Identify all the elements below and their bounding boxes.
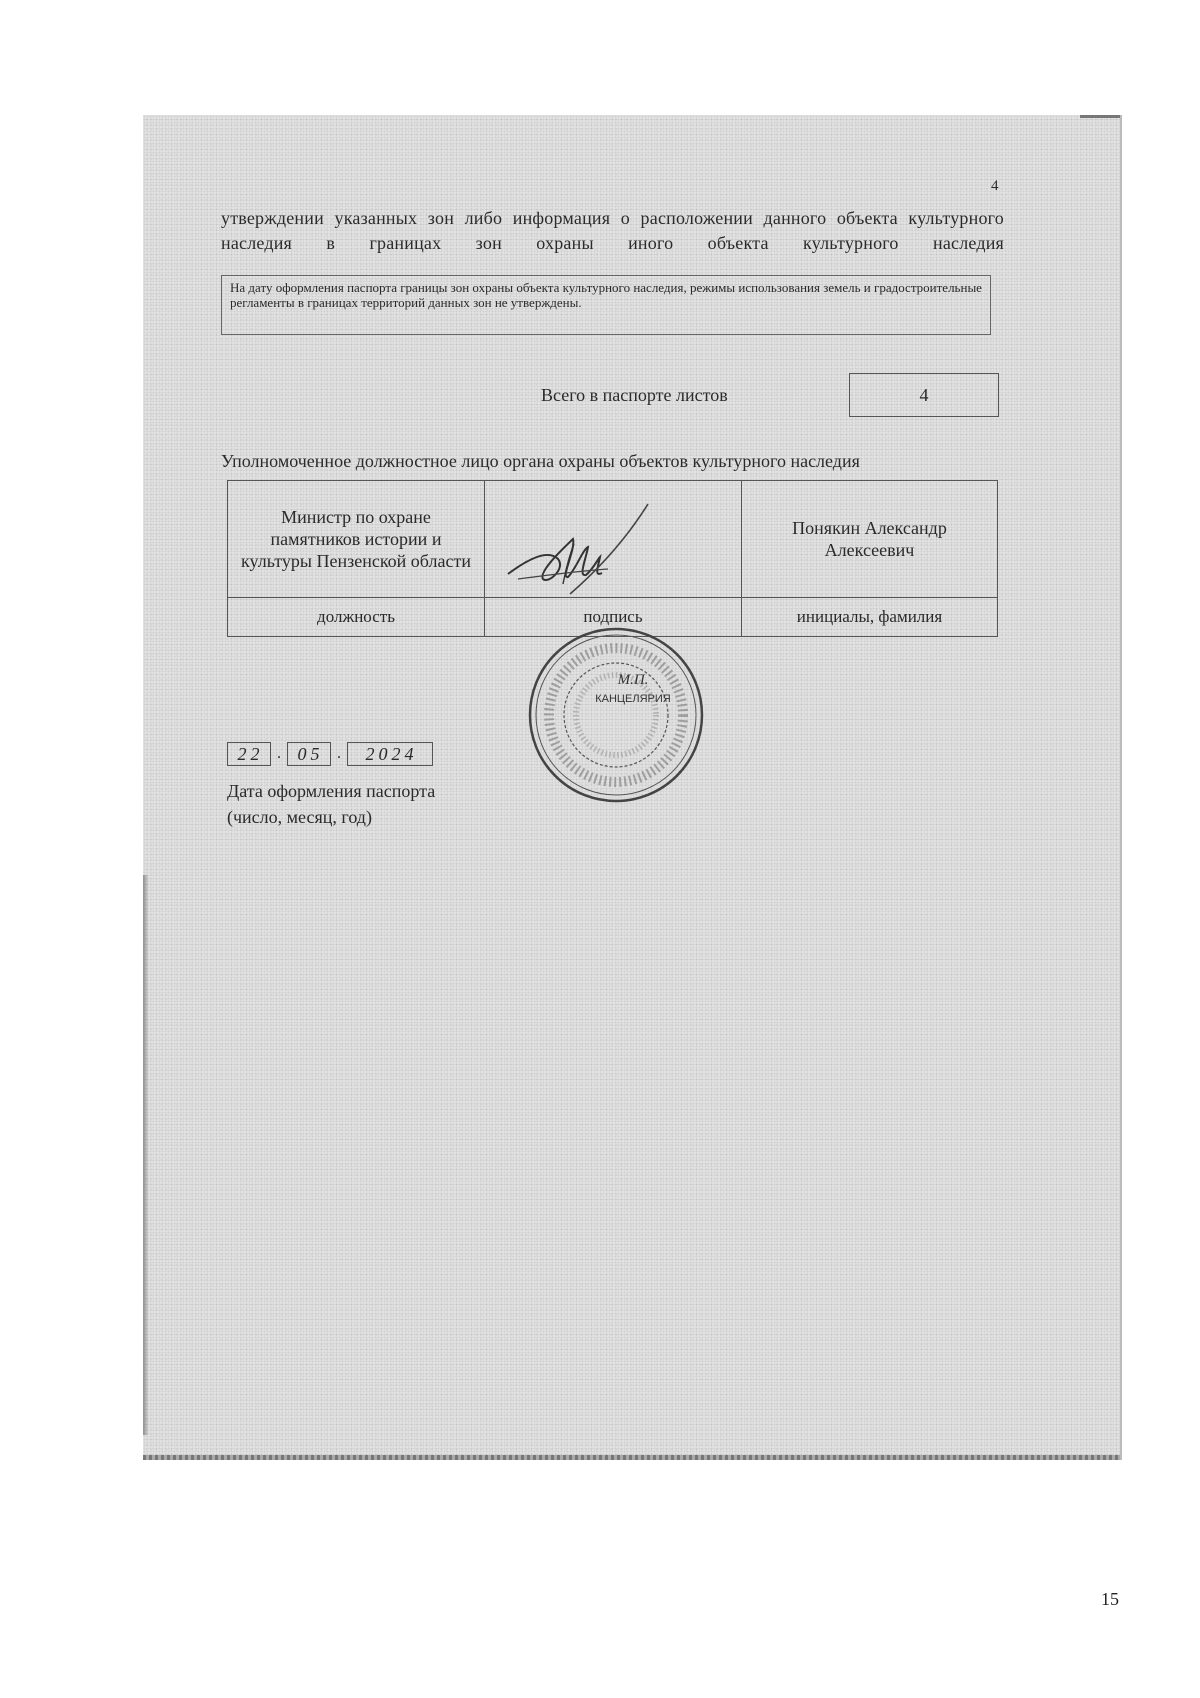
col-name-label: инициалы, фамилия [742,598,998,637]
official-caption: Уполномоченное должностное лицо органа охраны объектов культурного наследия [221,451,860,471]
scan-shadow [143,875,149,1435]
seal-office-text: КАНЦЕЛЯРИЯ [595,693,671,705]
scan-edge-top [1080,115,1120,118]
inner-page-number: 4 [991,178,999,194]
official-name: Понякин Александр Алексеевич [742,481,998,598]
page-number: 15 [1101,1589,1119,1609]
col-signature-label: подпись [485,598,742,637]
intro-text: утверждении указанных зон либо информация о расположении данного объекта культурного наследия в границах зон охраны иного объекта культурного наследия [221,208,1004,253]
note-box: На дату оформления паспорта границы зон охраны объекта культурного наследия, режимы использования земель и градостроительные регламенты в границах территорий данных зон не утверждены. [221,275,991,335]
total-sheets-value: 4 [849,373,999,417]
date-caption-line1: Дата оформления паспорта [227,781,436,801]
date-row [227,742,433,766]
date-separator: . [337,745,341,762]
scanned-page [143,115,1122,1460]
seal-mp-text: М.П. [617,672,649,688]
date-caption-line2: (число, месяц, год) [227,807,372,827]
date-year: 2024 [347,742,433,766]
official-position: Министр по охране памятников истории и культуры Пензенской области [228,481,485,598]
date-separator: . [277,745,281,762]
handwritten-signature [498,499,658,609]
date-caption [227,778,435,830]
total-sheets-label: Всего в паспорте листов [541,385,728,405]
date-month: 05 [287,742,331,766]
col-position-label: должность [228,598,485,637]
official-seal [521,620,711,810]
date-day: 22 [227,742,271,766]
scan-edge [143,1455,1120,1460]
